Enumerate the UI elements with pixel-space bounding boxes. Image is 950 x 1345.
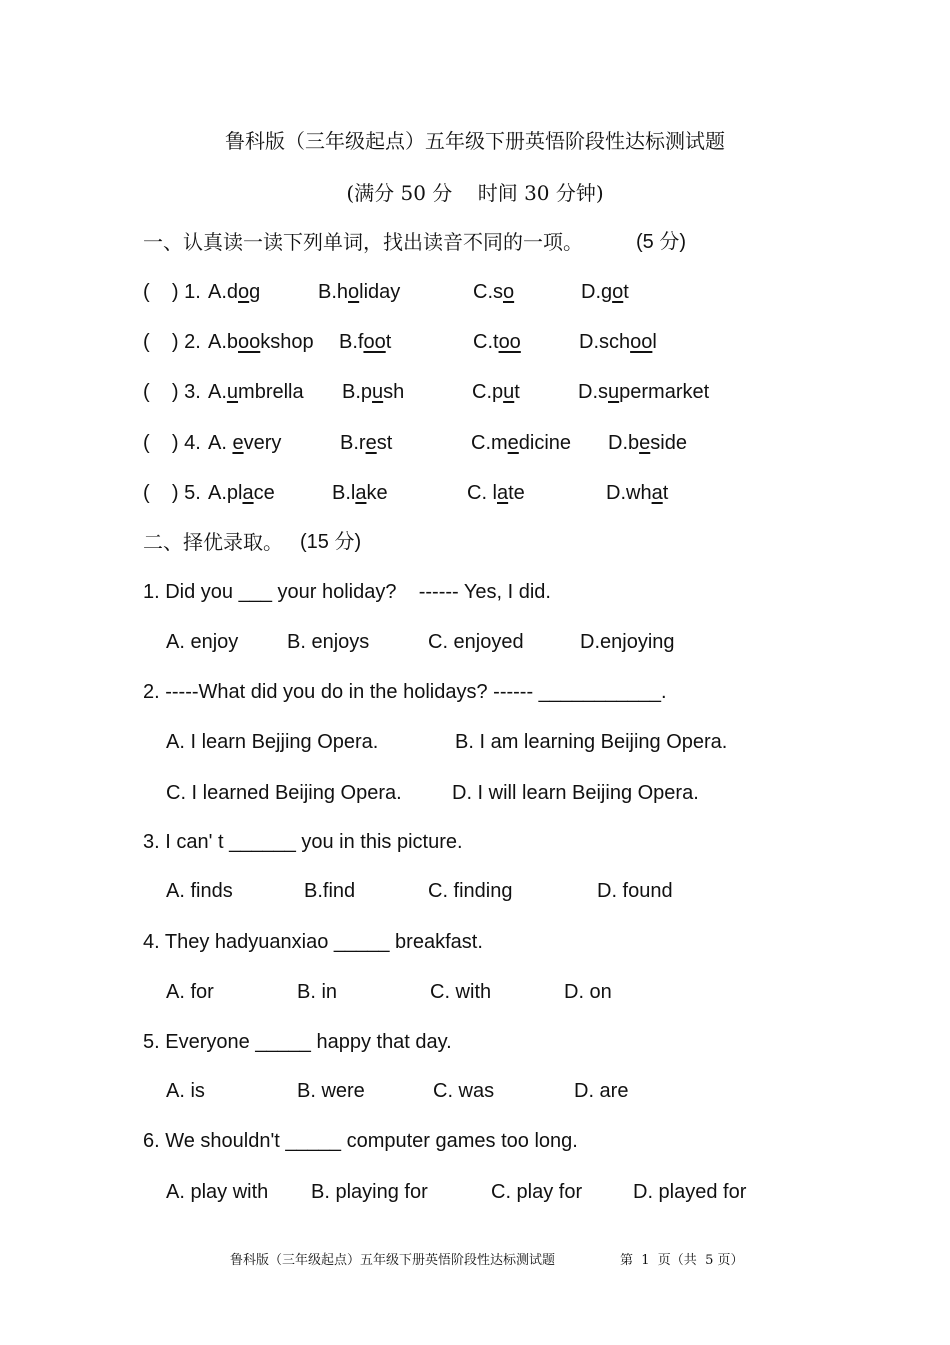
section2-score: (15 分) [300, 531, 362, 553]
option-text-before: B.p [342, 381, 373, 403]
option-text-after: g [249, 281, 261, 303]
option-text-after: liday [359, 281, 401, 303]
underlined-letters: u [226, 381, 239, 403]
option-text-after: mbrella [238, 381, 304, 403]
question-1-option-d: D.enjoying [580, 631, 675, 653]
question-5-stem: 5. Everyone _____ happy that day. [143, 1031, 452, 1053]
option-text-before: D.s [578, 381, 608, 403]
option-text-before: C. l [467, 482, 497, 504]
option-text-after: sh [383, 381, 405, 403]
question-6-option-a: A. play with [166, 1181, 269, 1203]
phonics-option-c [467, 481, 525, 505]
option-text-after: t [514, 381, 520, 403]
phonics-option-c [472, 380, 520, 404]
phonics-option-c [473, 330, 521, 354]
phonics-option-b [342, 380, 404, 404]
phonics-row-number: ( ) 1. [143, 281, 207, 303]
question-2-option-b: B. I am learning Beijing Opera. [455, 731, 728, 753]
underlined-letters: o [238, 281, 250, 303]
question-4-option-d: D. on [564, 981, 612, 1003]
footer-title: 鲁科版（三年级起点）五年级下册英悟阶段性达标测试题 [230, 1253, 556, 1268]
phonics-option-a [208, 481, 275, 505]
option-text-after: permarket [619, 381, 710, 403]
phonics-option-a [208, 330, 314, 354]
option-text-after: ke [366, 482, 388, 504]
option-text-before: A.b [208, 331, 239, 353]
page-subtitle: (满分 50 分 时间 30 分钟) [346, 181, 604, 205]
underlined-letters: a [651, 482, 663, 504]
phonics-row-number: ( ) 3. [143, 381, 207, 403]
underlined-letters: u [372, 381, 384, 403]
section2-heading: 二、择优录取。 [143, 530, 283, 554]
option-text-before: C.m [471, 432, 508, 454]
phonics-row-number: ( ) 4. [143, 432, 207, 454]
underlined-letters: oo [363, 331, 386, 353]
phonics-option-b [318, 280, 400, 304]
phonics-option-a [208, 431, 281, 455]
option-text-before: D.wh [606, 482, 652, 504]
question-3-option-b: B.find [304, 880, 356, 902]
option-text-before: C.p [472, 381, 504, 403]
option-text-before: A. [208, 381, 227, 403]
question-5-option-b: B. were [297, 1080, 365, 1102]
phonics-option-d [578, 380, 709, 404]
phonics-option-a [208, 280, 260, 304]
underlined-letters: oo [630, 331, 653, 353]
question-4-option-b: B. in [297, 981, 338, 1003]
option-text-after: side [650, 432, 687, 454]
section1-score: (5 分) [636, 231, 686, 253]
question-1-stem: 1. Did you ___ your holiday? ------ Yes, I did. [143, 581, 551, 603]
underlined-letters: e [507, 432, 519, 454]
underlined-letters: a [497, 482, 509, 504]
option-text-after: t [385, 331, 392, 353]
underlined-letters: o [503, 281, 515, 303]
section1-heading: 一、认真读一读下列单词，找出读音不同的一项。 [143, 230, 583, 254]
question-3-option-c: C. finding [428, 880, 513, 902]
question-4-option-a: A. for [166, 981, 214, 1003]
question-5-option-a: A. is [166, 1080, 205, 1102]
underlined-letters: a [242, 482, 254, 504]
option-text-before: D.g [581, 281, 613, 303]
question-2-option-d: D. I will learn Beijing Opera. [452, 782, 699, 804]
option-text-after: kshop [260, 331, 314, 353]
option-text-after: very [243, 432, 282, 454]
page-title: 鲁科版（三年级起点）五年级下册英悟阶段性达标测试题 [225, 129, 725, 153]
question-4-stem: 4. They hadyuanxiao _____ breakfast. [143, 931, 483, 953]
question-6-option-b: B. playing for [311, 1181, 428, 1203]
option-text-before: A.pl [208, 482, 243, 504]
phonics-option-d [606, 481, 668, 505]
question-1-option-c: C. enjoyed [428, 631, 524, 653]
option-text-after: t [662, 482, 669, 504]
option-text-after: dicine [518, 432, 572, 454]
phonics-option-b [340, 431, 392, 455]
question-2-stem: 2. -----What did you do in the holidays? ------ ___________. [143, 681, 667, 703]
option-text-before: A.d [208, 281, 239, 303]
option-text-before: B.r [340, 432, 366, 454]
question-2-option-a: A. I learn Bejjing Opera. [166, 731, 379, 753]
option-text-after: st [376, 432, 393, 454]
phonics-option-b [339, 330, 391, 354]
option-text-before: D.b [608, 432, 640, 454]
underlined-letters: e [365, 432, 377, 454]
underlined-letters: o [348, 281, 360, 303]
question-5-option-c: C. was [433, 1080, 495, 1102]
underlined-letters: u [608, 381, 620, 403]
question-4-option-c: C. with [430, 981, 492, 1003]
option-text-before: C.s [473, 281, 503, 303]
underlined-letters: o [612, 281, 624, 303]
underlined-letters: e [232, 432, 244, 454]
underlined-letters: e [639, 432, 651, 454]
option-text-before: B.f [339, 331, 364, 353]
underlined-letters: u [503, 381, 515, 403]
phonics-option-d [608, 431, 687, 455]
question-1-option-b: B. enjoys [287, 631, 370, 653]
question-3-stem: 3. I can' t ______ you in this picture. [143, 831, 463, 853]
phonics-row-number: ( ) 5. [143, 482, 207, 504]
option-text-before: B.h [318, 281, 349, 303]
phonics-option-c [473, 280, 514, 304]
question-6-option-d: D. played for [633, 1181, 747, 1203]
underlined-letters: oo [498, 331, 521, 353]
footer-page-number: 第 1 页（共 5 页） [620, 1253, 744, 1268]
underlined-letters: oo [238, 331, 261, 353]
question-6-option-c: C. play for [491, 1181, 583, 1203]
question-3-option-d: D. found [597, 880, 673, 902]
phonics-option-d [579, 330, 657, 354]
underlined-letters: a [355, 482, 367, 504]
option-text-before: D.sch [579, 331, 631, 353]
option-text-before: A. [208, 432, 233, 454]
phonics-row-number: ( ) 2. [143, 331, 207, 353]
option-text-after: ce [253, 482, 275, 504]
question-5-option-d: D. are [574, 1080, 629, 1102]
option-text-after: te [508, 482, 525, 504]
phonics-option-c [471, 431, 571, 455]
question-1-option-a: A. enjoy [166, 631, 239, 653]
option-text-before: B.l [332, 482, 356, 504]
option-text-after: t [623, 281, 629, 303]
question-2-option-c: C. I learned Beijing Opera. [166, 782, 402, 804]
question-6-stem: 6. We shouldn't _____ computer games too long. [143, 1130, 578, 1152]
option-text-before: C.t [473, 331, 499, 353]
question-3-option-a: A. finds [166, 880, 233, 902]
phonics-option-d [581, 280, 629, 304]
phonics-option-a [208, 380, 304, 404]
option-text-after: l [652, 331, 657, 353]
phonics-option-b [332, 481, 388, 505]
